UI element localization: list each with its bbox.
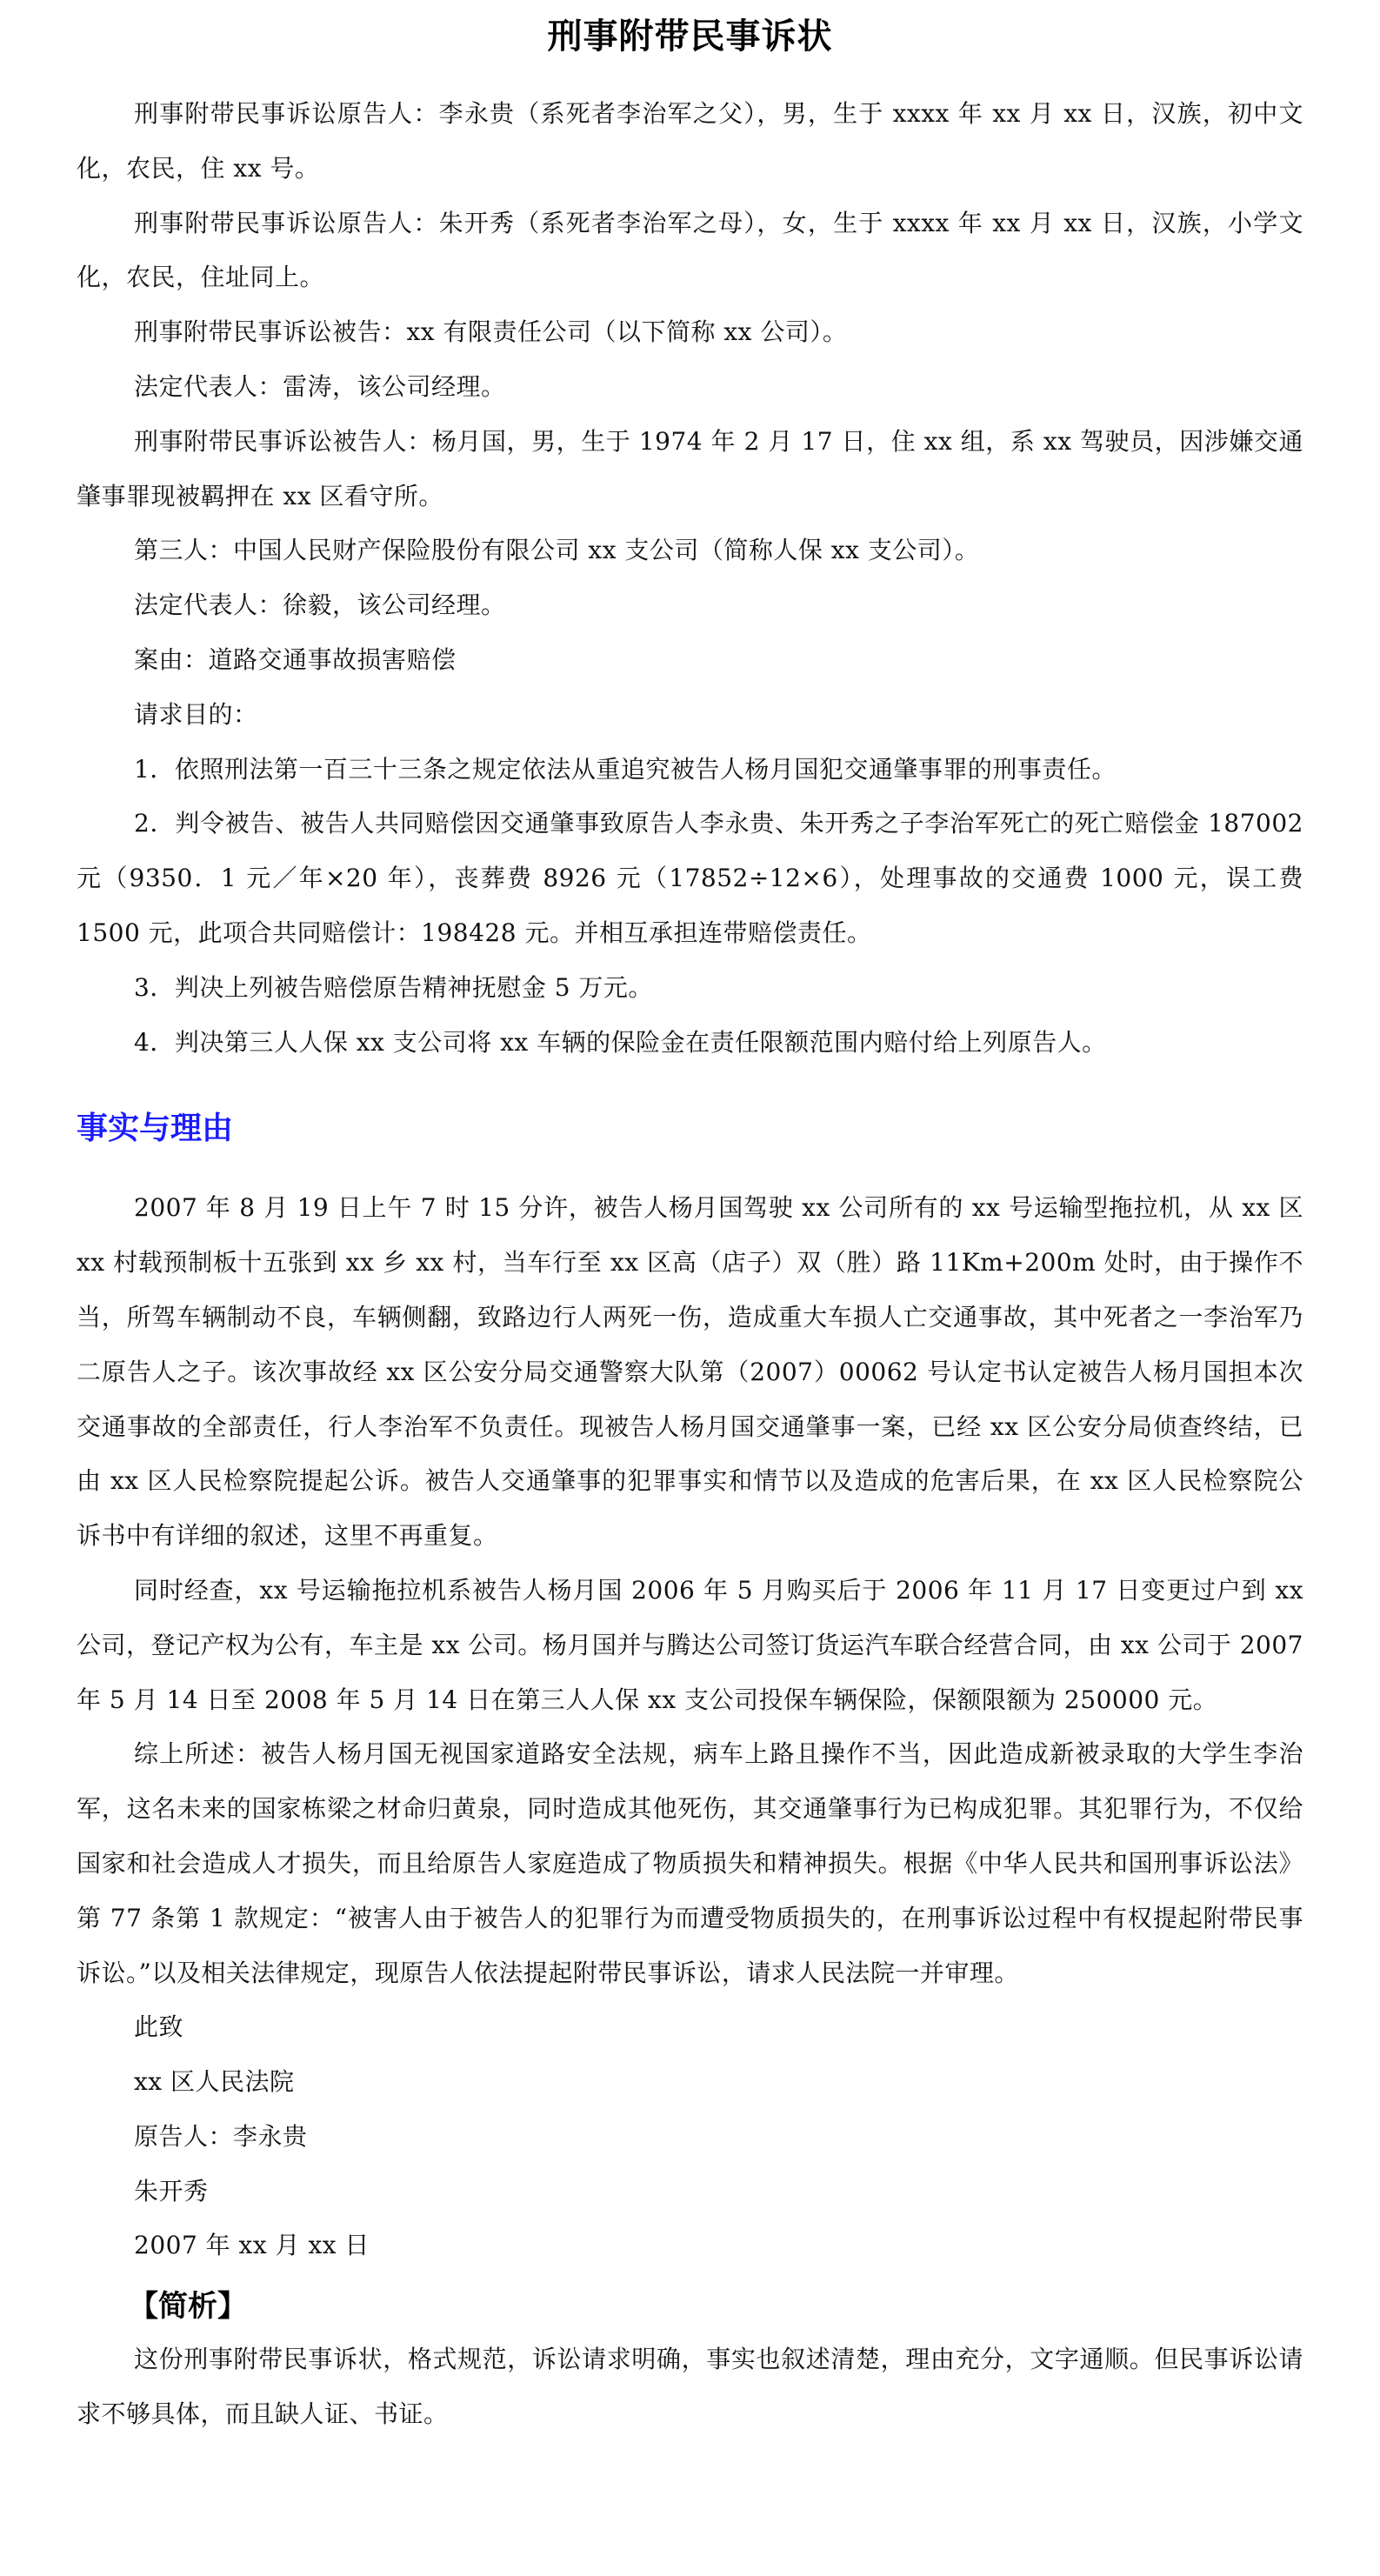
requests-list xyxy=(77,743,1303,1071)
closing-court: xx 区人民法院 xyxy=(134,2067,295,2097)
facts-section xyxy=(77,1181,1303,2000)
facts-paragraph: 2007 年 8 月 19 日上午 7 时 15 分许，被告人杨月国驾驶 xx 公司所有的 xx 号运输型拖拉机，从 xx 区 xx 村载预制板十五张到 xx 乡 xx 村，当车行至 xx 区高（店子）双（胜）路 11Km+200m 处时，由于操作不当，所驾车辆制动不良，车辆侧翻，致路边行人两死一伤，造成重大车损人亡交通事故，其中死者之一李治军乃二原告人之子。该次事故经 xx 区公安分局交通警察大队第（2007）00062 号认定书认定被告人杨月国担本次交通事故的全部责任，行人李治军不负责任。现被告人杨月国交通肇事一案，已经 xx 区公安分局侦查终结，已由 xx 区人民检察院提起公诉。被告人交通肇事的犯罪事实和情节以及造成的危害后果，在 xx 区人民检察院公诉书中有详细的叙述，这里不再重复。 xyxy=(77,1193,1303,1551)
facts-and-reasons-heading: 事实与理由 xyxy=(77,1111,234,1147)
request-item: 2．判令被告、被告人共同赔偿因交通肇事致原告人李永贵、朱开秀之子李治军死亡的死亡赔偿金 187002 元（9350．1 元／年×20 年），丧葬费 8926 元（17852÷12×6），处理事故的交通费 1000 元，误工费 1500 元，此项合共同赔偿计：198428 元。并相互承担连带赔偿责任。 xyxy=(77,809,1303,947)
party-defendant-company: 刑事附带民事诉讼被告：xx 有限责任公司（以下简称 xx 公司）。 xyxy=(134,317,848,347)
request-item: 3．判决上列被告赔偿原告精神抚慰金 5 万元。 xyxy=(134,972,653,1002)
parties-section xyxy=(77,87,1303,743)
closing-section xyxy=(77,2000,1303,2273)
analysis-section xyxy=(77,2332,1303,2442)
case-cause: 案由：道路交通事故损害赔偿 xyxy=(134,644,457,674)
closing-date: 2007 年 xx 月 xx 日 xyxy=(134,2231,370,2260)
closing-plaintiff-1: 原告人：李永贵 xyxy=(134,2121,308,2151)
party-plaintiff-father: 刑事附带民事诉讼原告人：李永贵（系死者李治军之父），男，生于 xxxx 年 xx 月 xx 日，汉族，初中文化，农民，住 xx 号。 xyxy=(77,99,1303,183)
analysis-heading: 【简析】 xyxy=(129,2289,247,2325)
facts-paragraph: 综上所述：被告人杨月国无视国家道路安全法规，病车上路且操作不当，因此造成新被录取的大学生李治军，这名未来的国家栋梁之材命归黄泉，同时造成其他死伤，其交通肇事行为已构成犯罪。其犯罪行为，不仅给国家和社会造成人才损失，而且给原告人家庭造成了物质损失和精神损失。根据《中华人民共和国刑事诉讼法》第 77 条第 1 款规定：“被害人由于被告人的犯罪行为而遭受物质损失的，在刑事诉讼过程中有权提起附带民事诉讼。”以及相关法律规定，现原告人依法提起附带民事诉讼，请求人民法院一并审理。 xyxy=(77,1739,1303,1987)
party-third-party-insurer: 第三人：中国人民财产保险股份有限公司 xx 支公司（简称人保 xx 支公司）。 xyxy=(134,536,980,565)
party-company-representative: 法定代表人：雷涛，该公司经理。 xyxy=(134,371,506,401)
request-item: 1．依照刑法第一百三十三条之规定依法从重追究被告人杨月国犯交通肇事罪的刑事责任。 xyxy=(134,754,1117,784)
request-item: 4．判决第三人人保 xx 支公司将 xx 车辆的保险金在责任限额范围内赔付给上列原告人。 xyxy=(134,1027,1107,1057)
facts-paragraph: 同时经查，xx 号运输拖拉机系被告人杨月国 2006 年 5 月购买后于 2006 年 11 月 17 日变更过户到 xx 公司，登记产权为公有，车主是 xx 公司。杨月国并与腾达公司签订货运汽车联合经营合同，由 xx 公司于 2007 年 5 月 14 日至 2008 年 5 月 14 日在第三人人保 xx 支公司投保车辆保险，保额限额为 250000 元。 xyxy=(77,1575,1303,1714)
party-defendant-driver: 刑事附带民事诉讼被告人：杨月国，男，生于 1974 年 2 月 17 日，住 xx 组，系 xx 驾驶员，因涉嫌交通肇事罪现被羁押在 xx 区看守所。 xyxy=(77,426,1303,511)
party-insurer-representative: 法定代表人：徐毅，该公司经理。 xyxy=(134,591,506,620)
party-plaintiff-mother: 刑事附带民事诉讼原告人：朱开秀（系死者李治军之母），女，生于 xxxx 年 xx 月 xx 日，汉族，小学文化，农民，住址同上。 xyxy=(77,208,1303,292)
closing-plaintiff-2: 朱开秀 xyxy=(134,2176,209,2206)
document-title: 刑事附带民事诉状 xyxy=(547,17,833,57)
closing-salutation: 此致 xyxy=(134,2012,184,2042)
requests-label: 请求目的： xyxy=(134,699,258,729)
analysis-paragraph: 这份刑事附带民事诉状，格式规范，诉讼请求明确，事实也叙述清楚，理由充分，文字通顺。但民事诉讼请求不够具体，而且缺人证、书证。 xyxy=(77,2345,1303,2429)
